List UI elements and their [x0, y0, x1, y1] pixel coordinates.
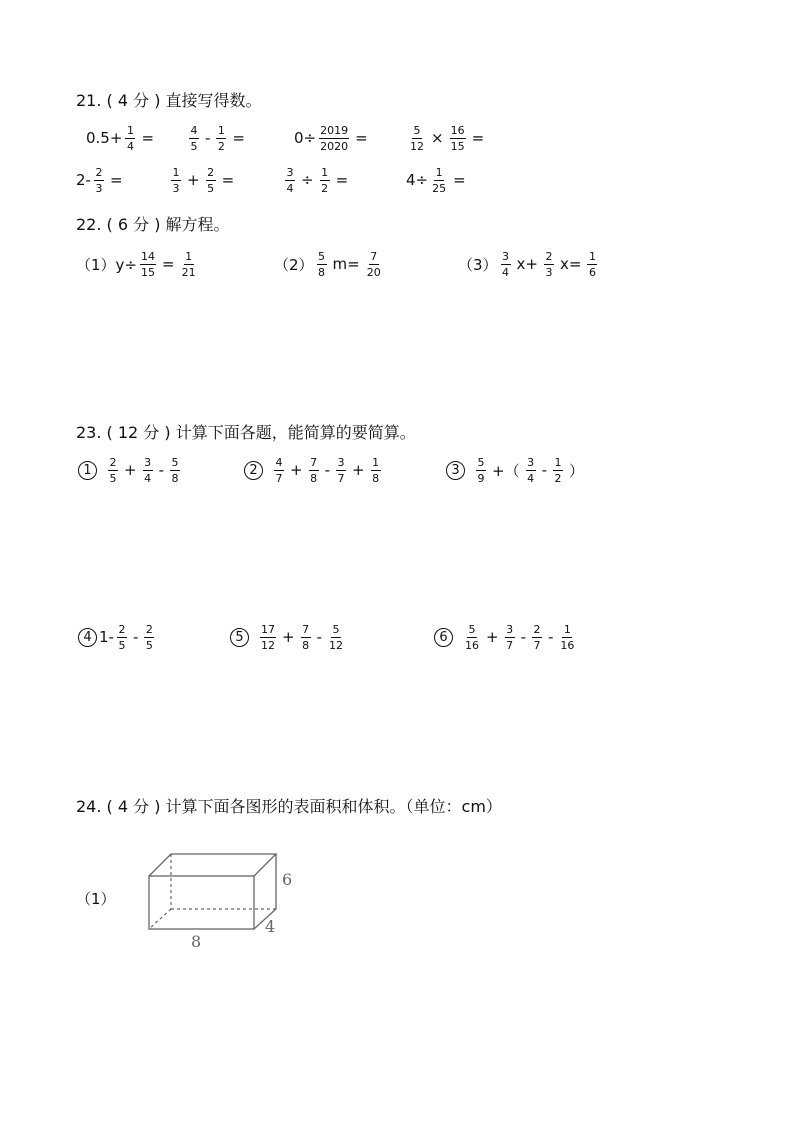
- fraction: $\frac{5}{12}$: [329, 622, 343, 652]
- circled-number: 6: [434, 628, 453, 647]
- fraction: $\frac{3}{4}$: [527, 455, 535, 485]
- fraction: $\frac{5}{16}$: [465, 622, 479, 652]
- fraction: $\frac{5}{9}$: [477, 455, 485, 485]
- fraction: $\frac{14}{15}$: [141, 249, 155, 279]
- fraction: $\frac{7}{20}$: [366, 249, 381, 279]
- q21-item-7: $\frac{3}{4}$ ÷ $\frac{1}{2}$ =: [286, 165, 349, 195]
- fraction: $\frac{2}{5}$: [145, 622, 153, 652]
- fraction: $\frac{2}{7}$: [533, 622, 541, 652]
- circled-number: 4: [78, 628, 97, 647]
- fraction: $\frac{4}{7}$: [275, 455, 283, 485]
- q23-item-2: 2 $\frac{4}{7}$ + $\frac{7}{8}$ - $\frac{3}{7}$ + $\frac{1}{8}$: [244, 450, 384, 490]
- fraction: $\frac{3}{7}$: [337, 455, 345, 485]
- fraction: $\frac{2}{3}$: [545, 249, 553, 279]
- q21-item-4: $\frac{5}{12}$ × $\frac{16}{15}$ =: [410, 123, 485, 153]
- fraction: $\frac{1}{6}$: [588, 249, 596, 279]
- q21-title: 21. ( 4 分 ) 直接写得数。: [76, 91, 262, 110]
- circled-number: 1: [78, 461, 97, 480]
- height-label: 6: [282, 870, 293, 889]
- fraction: $\frac{1}{25}$: [432, 165, 447, 195]
- fraction: $\frac{1}{8}$: [372, 455, 380, 485]
- q22-item-1: （1）y÷ $\frac{14}{15}$ = $\frac{1}{21}$: [76, 249, 196, 279]
- fraction: $\frac{5}{8}$: [171, 455, 179, 485]
- fraction: $\frac{2}{3}$: [95, 165, 103, 195]
- fraction: $\frac{3}{4}$: [502, 249, 510, 279]
- fraction: $\frac{3}{4}$: [144, 455, 152, 485]
- length-label: 8: [191, 932, 202, 950]
- fraction: $\frac{5}{8}$: [318, 249, 326, 279]
- fraction: $\frac{1}{21}$: [181, 249, 196, 279]
- q21-item-8: 4÷ $\frac{1}{25}$ =: [406, 165, 466, 195]
- fraction: $\frac{2}{5}$: [207, 165, 215, 195]
- q24-sub-label: （1）: [76, 890, 116, 908]
- q22-item-3: （3） $\frac{3}{4}$ x+ $\frac{2}{3}$ x= $\frac{1}{6}$: [458, 249, 596, 279]
- fraction: $\frac{7}{8}$: [302, 622, 310, 652]
- q23-item-4: 4 1- $\frac{2}{5}$ - $\frac{2}{5}$: [78, 617, 157, 657]
- circled-number: 2: [244, 461, 263, 480]
- fraction: $\frac{7}{8}$: [310, 455, 318, 485]
- q23-item-1: 1 $\frac{2}{5}$ + $\frac{3}{4}$ - $\frac{5}{8}$: [78, 450, 183, 490]
- q21-item-3: 0÷ $\frac{2019}{2020}$ =: [294, 123, 368, 153]
- fraction: $\frac{2019}{2020}$: [320, 123, 349, 153]
- fraction: $\frac{1}{3}$: [172, 165, 180, 195]
- q23-item-5: 5 $\frac{17}{12}$ + $\frac{7}{8}$ - $\frac{5}{12}$: [230, 617, 347, 657]
- q24-title: 24. ( 4 分 ) 计算下面各图形的表面积和体积。（单位：cm）: [76, 797, 502, 816]
- q23-item-3: 3 $\frac{5}{9}$ +（ $\frac{3}{4}$ - $\frac{1}{2}$ ）: [446, 450, 587, 490]
- fraction: $\frac{5}{12}$: [410, 123, 424, 153]
- q22-item-2: （2） $\frac{5}{8}$ m= $\frac{7}{20}$: [274, 249, 381, 279]
- fraction: $\frac{3}{4}$: [286, 165, 294, 195]
- q21-item-5: 2- $\frac{2}{3}$ =: [76, 165, 123, 195]
- fraction: $\frac{2}{5}$: [109, 455, 117, 485]
- width-label: 4: [265, 917, 276, 936]
- fraction: $\frac{1}{2}$: [554, 455, 562, 485]
- circled-number: 5: [230, 628, 249, 647]
- q21-item-2: $\frac{4}{5}$ - $\frac{1}{2}$ =: [190, 123, 245, 153]
- fraction: $\frac{17}{12}$: [261, 622, 275, 652]
- fraction: $\frac{4}{5}$: [190, 123, 198, 153]
- q21-item-1: 0.5+ $\frac{1}{4}$ =: [86, 123, 155, 153]
- q22-title: 22. ( 6 分 ) 解方程。: [76, 215, 230, 234]
- fraction: $\frac{16}{15}$: [450, 123, 465, 153]
- q23-title: 23. ( 12 分 ) 计算下面各题，能简算的要简算。: [76, 423, 416, 442]
- circled-number: 3: [446, 461, 465, 480]
- fraction: $\frac{1}{4}$: [126, 123, 134, 153]
- fraction: $\frac{1}{2}$: [217, 123, 225, 153]
- fraction: $\frac{2}{5}$: [118, 622, 126, 652]
- fraction: $\frac{1}{16}$: [560, 622, 575, 652]
- cuboid-figure: [140, 848, 310, 950]
- q21-item-6: $\frac{1}{3}$ + $\frac{2}{5}$ =: [172, 165, 235, 195]
- fraction: $\frac{1}{2}$: [321, 165, 329, 195]
- q23-item-6: 6 $\frac{5}{16}$ + $\frac{3}{7}$ - $\frac{2}{7}$ - $\frac{1}{16}$: [434, 617, 578, 657]
- fraction: $\frac{3}{7}$: [506, 622, 514, 652]
